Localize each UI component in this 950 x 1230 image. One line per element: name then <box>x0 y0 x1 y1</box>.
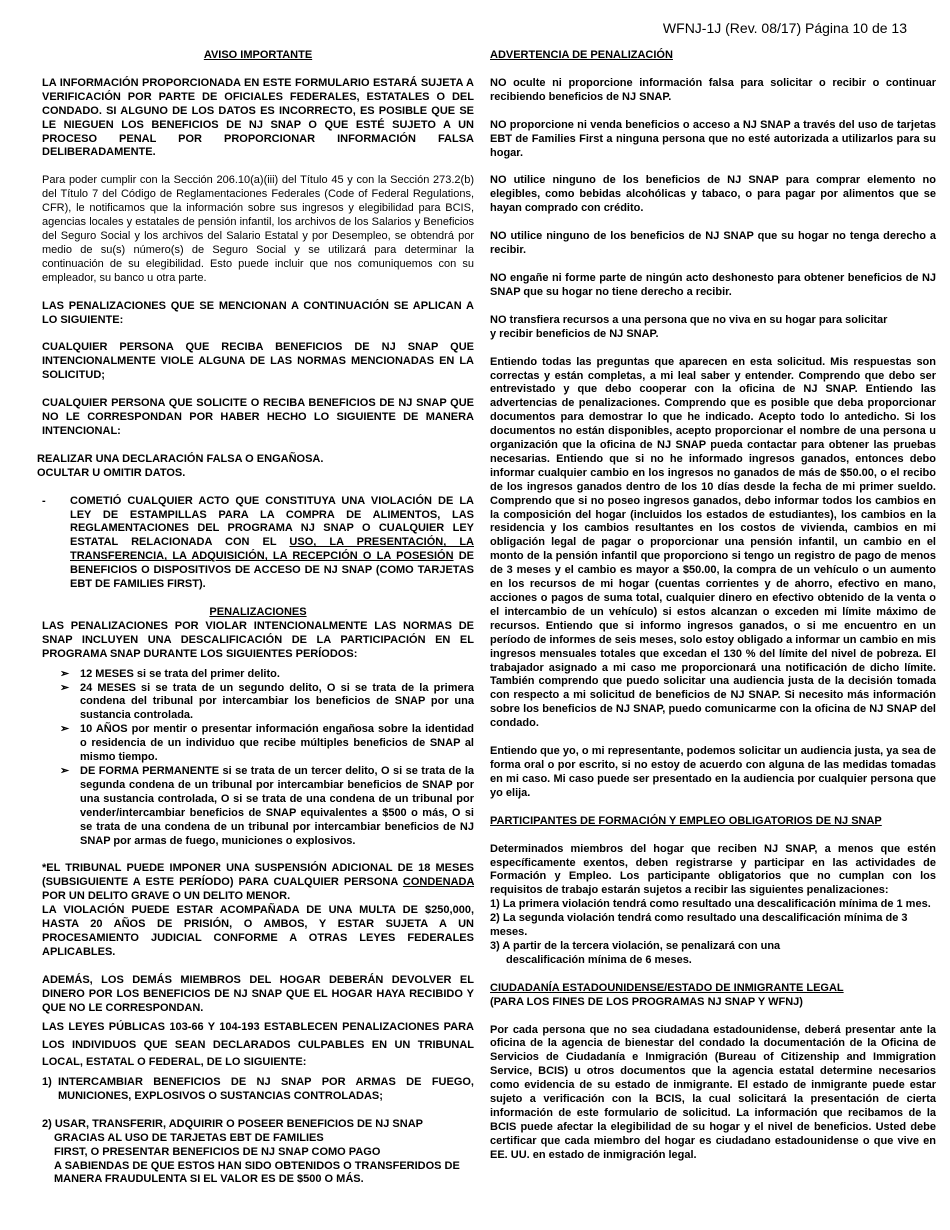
participantes-title: PARTICIPANTES DE FORMACIÓN Y EMPLEO OBLIGATORIOS DE NJ SNAP <box>490 814 882 827</box>
tribunal-underlined: CONDENADA <box>402 876 474 889</box>
ciudadania-subtitle: (PARA LOS FINES DE LOS PROGRAMAS NJ SNAP Y WFNJ) <box>490 995 803 1008</box>
false-statement-line: REALIZAR UNA DECLARACIÓN FALSA O ENGAÑOSA. <box>37 452 324 465</box>
left-column <box>37 49 474 1187</box>
warning-5: NO engañe ni forme parte de ningún acto deshonesto para obtener beneficios de NJ SNAP que su hogar no tiene derecho a recibir. <box>490 271 936 298</box>
violation-text-pre: COMETIÓ CUALQUIER ACTO QUE CONSTITUYA UNA VIOLACIÓN DE LA LEY DE ESTAMPILLAS PARA LA COMPRA DE ALIMENTOS, LAS REGLAMENTACIONES DEL PROGRAMA NJ SNAP O CUALQUIER LEY ESTATAL RELACIONADA CON EL <box>70 494 474 549</box>
violation-text-underlined: USO, LA PRESENTACIÓN, LA TRANSFERENCIA, LA ADQUISICIÓN, LA RECEPCIÓN O LA POSESIÓN <box>70 536 474 563</box>
arrow-bullet-icon: ➢ <box>60 764 70 777</box>
penalizaciones-title: PENALIZACIONES <box>209 606 307 618</box>
law-item-2-line-2: GRACIAS AL USO DE TARJETAS EBT DE FAMILIES <box>54 1131 324 1144</box>
dash-marker: - <box>42 494 46 507</box>
law-item-2-line-4: A SABIENDAS DE QUE ESTOS HAN SIDO OBTENIDOS O TRANSFERIDOS DE <box>54 1159 460 1172</box>
arrow-bullet-icon: ➢ <box>60 681 70 694</box>
penalties-clause-2: CUALQUIER PERSONA QUE SOLICITE O RECIBA BENEFICIOS DE NJ SNAP QUE NO LE CORRESPONDAN POR HABER HECHO LO SIGUIENTE DE MANERA INTENCIONAL: <box>42 397 474 437</box>
list-item <box>60 682 474 724</box>
violation-penalty-1: 1) La primera violación tendrá como resultado una descalificación mínima de 1 mes. <box>490 898 931 911</box>
law-item-2-line-5: MANERA FRAUDULENTA SI EL VALOR ES DE $500 O MÁS. <box>54 1173 364 1186</box>
warning-3: NO utilice ninguno de los beneficios de NJ SNAP para comprar elemento no elegibles, como bebidas alcohólicas y tabaco, o para pagar por alimentos que se hayan comprado con crédito. <box>490 174 936 215</box>
tribunal-pre: *EL TRIBUNAL PUEDE IMPONER UNA SUSPENSIÓN ADICIONAL DE 18 MESES (SUBSIGUIENTE A ESTE PERÍODO) PARA CUALQUIER PERSONA <box>42 862 474 889</box>
violation-text <box>70 495 474 592</box>
violation-penalty-2: 2) La segunda violación tendrá como resultado una descalificación mínima de 3 meses. <box>490 912 908 939</box>
acknowledgement-paragraph: Entiendo todas las preguntas que aparecen en esta solicitud. Mis respuestas son correctas y están completas, a mi leal saber y entender. Comprendo que debo ser entrevistado y que debo cooperar con la oficina de NJ SNAP. Entiendo las advertencias de penalizaciones. Comprendo que es posible que deba proporcionar documentos para demostrar lo que he indicado. Acepto todo lo antedicho. Si los documentos no están disponibles, acepto proporcionar el nombre de una persona u organización que la oficina de NJ SNAP pueda contactar para obtener las pruebas necesarias. Entiendo que si no he informado ingresos ganados, entonces debo informar cualquier cambio en los ingresos no ganados de más de $50.00, o el recibo de los ingresos ganados dentro de los 10 días desde la fecha de mi primer sueldo. Comprendo que si no poseo ingresos ganados, debo informar todos los cambios en la composición del hogar (incluidos los estados de estudiantes), los cambios en la residencia y los cambios resultantes en los costos de vivienda, cambios en mi obligación legal de pagar o proporcionar una pensión infantil, un cambio en el monto de la pensión infantil que proporciono si tengo un registro de pago de menos de 3 meses y el cambio es mayor a $50.00, la compra de un vehículo o un aumento en los recursos de mi hogar (cuentas corrientes y de ahorro, efectivo en mano, acciones o pagos de suma total, cualquier dinero en efectivo obtenido de la venta o el intercambio de un vehículo) si estos alcanzan o exceden mi límite máximo de recursos. Entiendo que si informo ingresos ganados, o si me encuentro en un período de informes de seis meses, solo estoy obligado a informar un cambio en mis ingresos mensuales totales que excedan el 130 % del límite del nivel de pobreza. El trabajador asignado a mi caso me proporcionará una notificación de dicho límite. También comprendo que puedo solicitar una audiencia justa de la decisión tomada con respecto a mi solicitud de beneficios de NJ SNAP. Si necesito más información sobre los beneficios de NJ SNAP, puedo comunicarme con la oficina de NJ SNAP del condado. <box>490 355 936 730</box>
fine-paragraph: LA VIOLACIÓN PUEDE ESTAR ACOMPAÑADA DE UNA MULTA DE $250,000, HASTA 20 AÑOS DE PRISIÓN, O AMBOS, Y ESTAR SUJETA A UN PROCESAMIENTO JUDICIAL CONFORME A OTRAS LEYES FEDERALES APLICABLES. <box>42 904 474 958</box>
list-item <box>60 765 474 848</box>
arrow-bullet-icon: ➢ <box>60 723 70 736</box>
law-item-1 <box>42 1076 474 1104</box>
aviso-title: AVISO IMPORTANTE <box>203 49 313 61</box>
law-item-2-line-1: 2) USAR, TRANSFERIR, ADQUIRIR O POSEER BENEFICIOS DE NJ SNAP <box>42 1117 423 1130</box>
warning-6-line-1: NO transfiera recursos a una persona que no viva en su hogar para solicitar <box>490 313 888 326</box>
penalty-period-text: 12 MESES si se trata del primer delito. <box>80 667 280 680</box>
warning-6-line-2: y recibir beneficios de NJ SNAP. <box>490 327 659 340</box>
warning-1: NO oculte ni proporcione información falsa para solicitar o recibir o continuar recibiendo beneficios de NJ SNAP. <box>490 76 936 103</box>
list-item <box>60 668 474 682</box>
law-item-1-text: INTERCAMBIAR BENEFICIOS DE NJ SNAP POR ARMAS DE FUEGO, MUNICIONES, EXPLOSIVOS O SUSTANCIAS CONTROLADAS; <box>58 1075 474 1102</box>
tribunal-suspension <box>42 862 474 904</box>
warning-2: NO proporcione ni venda beneficios o acceso a NJ SNAP a través del uso de tarjetas EBT de Families First a ninguna persona que no esté autorizada a utilizarlos para su hogar. <box>490 118 936 159</box>
aviso-paragraph-2: Para poder cumplir con la Sección 206.10(a)(iii) del Título 45 y con la Sección 273.2(b) del Título 7 del Código de Reglamentaciones Federales (Code of Federal Regulations, CFR), le notificamos que la información sobre sus ingresos y elegibilidad para BCIS, agencias locales y estatales de pensión infantil, los archivos de los Salarios y Beneficios del Seguro Social y los archivos del Salario Estatal y por Desempleo, se obtendrá por medio de su(s) número(s) de Seguro Social y se utilizará para determinar la continuación de su elegibilidad. Esto puede incluir que nos comuniquemos con su empleador, su banco u otra parte. <box>42 174 474 284</box>
tribunal-post: POR UN DELITO GRAVE O UN DELITO MENOR. <box>42 890 291 903</box>
violation-text-post: DE BENEFICIOS O DISPOSITIVOS DE ACCESO DE NJ SNAP (COMO TARJETAS EBT DE FAMILIES FIRST). <box>70 550 474 591</box>
aviso-paragraph-1: LA INFORMACIÓN PROPORCIONADA EN ESTE FORMULARIO ESTARÁ SUJETA A VERIFICACIÓN POR PARTE DE OFICIALES FEDERALES, ESTATALES O DEL CONDADO. SI ALGUNO DE LOS DATOS ES INCORRECTO, ES POSIBLE QUE SE LE NIEGUEN LOS BENEFICIOS DE NJ SNAP O QUE ESTÉ SUJETO A UN PROCESO PENAL POR PROPORCIONAR INFORMACIÓN FALSA DELIBERADAMENTE. <box>42 76 474 159</box>
right-column <box>490 49 936 1163</box>
public-laws-paragraph: LAS LEYES PÚBLICAS 103-66 Y 104-193 ESTABLECEN PENALIZACIONES PARA LOS INDIVIDUOS QUE SEAN DECLARADOS CULPABLES EN UN TRIBUNAL LOCAL, ESTATAL O FEDERAL, DE LO SIGUIENTE: <box>42 1021 474 1069</box>
law-item-2-line-3: FIRST, O PRESENTAR BENEFICIOS DE NJ SNAP COMO PAGO <box>54 1145 381 1158</box>
advertencia-title: ADVERTENCIA DE PENALIZACIÓN <box>490 49 673 61</box>
penalty-period-text: 24 MESES si se trata de un segundo delito, O si se trata de la primera condena del tribunal por intercambiar los beneficios de SNAP por una sustancia controlada. <box>80 681 474 722</box>
ciudadania-title: CIUDADANÍA ESTADOUNIDENSE/ESTADO DE INMIGRANTE LEGAL <box>490 981 844 994</box>
penalty-periods-list <box>42 668 474 849</box>
ciudadania-body: Por cada persona que no sea ciudadana estadounidense, deberá presentar ante la oficina de la agencia de bienestar del condado la documentación de la Oficina de Servicios de Ciudadanía e Inmigración (Bureau of Citizenship and Immigration Service, BCIS) u otros documentos que la agencia estatal determine necesarios como evidencia de su estado de inmigrante. El estado de inmigrante puede estar sujeto a verificación con la BCIS, la cual solicitará la presentación de cierta información de este formulario de solicitud. La información que recibamos de la BCIS puede afectar la elegibilidad de su hogar y el nivel de beneficios. Usted debe certificar que cada miembro del hogar es ciudadano estadounidense o que vive en EE. UU. en estado de inmigración legal. <box>490 1023 936 1161</box>
penalties-apply-heading: LAS PENALIZACIONES QUE SE MENCIONAN A CONTINUACIÓN SE APLICAN A LO SIGUIENTE: <box>42 299 474 326</box>
omit-data-line: OCULTAR U OMITIR DATOS. <box>37 466 186 479</box>
participantes-body: Determinados miembros del hogar que reciben NJ SNAP, a menos que estén específicamente exentos, deben registrarse y participar en las actividades de Formación y Empleo. Los participante obligatorios que no cumplan con los requisitos de trabajo estarán sujetos a recibir las siguientes penalizaciones: <box>490 842 936 897</box>
repay-paragraph: ADEMÁS, LOS DEMÁS MIEMBROS DEL HOGAR DEBERÁN DEVOLVER EL DINERO POR LOS BENEFICIOS DE NJ SNAP QUE EL HOGAR HAYA RECIBIDO Y QUE NO LE CORRESPONDAN. <box>42 973 474 1014</box>
list-item <box>60 723 474 765</box>
violation-penalty-3-line-2: descalificación mínima de 6 meses. <box>506 953 692 966</box>
warning-4: NO utilice ninguno de los beneficios de NJ SNAP que su hogar no tenga derecho a recibir. <box>490 230 936 257</box>
law-item-1-marker: 1) <box>42 1075 52 1088</box>
violation-dash-item <box>42 495 474 592</box>
penalty-period-text: 10 AÑOS por mentir o presentar información engañosa sobre la identidad o residencia de un individuo que recibe múltiples beneficios de SNAP al mismo tiempo. <box>80 723 474 764</box>
penalty-period-text: DE FORMA PERMANENTE si se trata de un tercer delito, O si se trata de la segunda condena de un tribunal por intercambiar beneficios de SNAP por una sustancia controlada, O si se trata de una condena de un tribunal por vender/intercambiar beneficios de SNAP equivalentes a $500 o más, O si se trata de una condena de un tribunal por intercambiar beneficios de NJ SNAP por armas de fuego, municiones o explosivos. <box>80 764 474 847</box>
fair-hearing-paragraph: Entiendo que yo, o mi representante, podemos solicitar un audiencia justa, ya sea de forma oral o por escrito, si no estoy de acuerdo con alguna de las medidas tomadas en mi caso. Mi caso puede ser presentado en la audiencia por cualquier persona que yo elija. <box>490 745 936 799</box>
violation-penalty-3-line-1: 3) A partir de la tercera violación, se penalizará con una <box>490 939 781 952</box>
penalizaciones-intro: LAS PENALIZACIONES POR VIOLAR INTENCIONALMENTE LAS NORMAS DE SNAP INCLUYEN UNA DESCALIFICACIÓN DE LA PARTICIPACIÓN EN EL PROGRAMA SNAP DURANTE LOS SIGUIENTES PERÍODOS: <box>42 619 474 660</box>
penalties-clause-1: CUALQUIER PERSONA QUE RECIBA BENEFICIOS DE NJ SNAP QUE INTENCIONALMENTE VIOLE ALGUNA DE LAS NORMAS MENCIONADAS EN LA SOLICITUD; <box>42 341 474 382</box>
arrow-bullet-icon: ➢ <box>60 667 70 680</box>
form-page-header: WFNJ-1J (Rev. 08/17) Página 10 de 13 <box>662 20 907 36</box>
